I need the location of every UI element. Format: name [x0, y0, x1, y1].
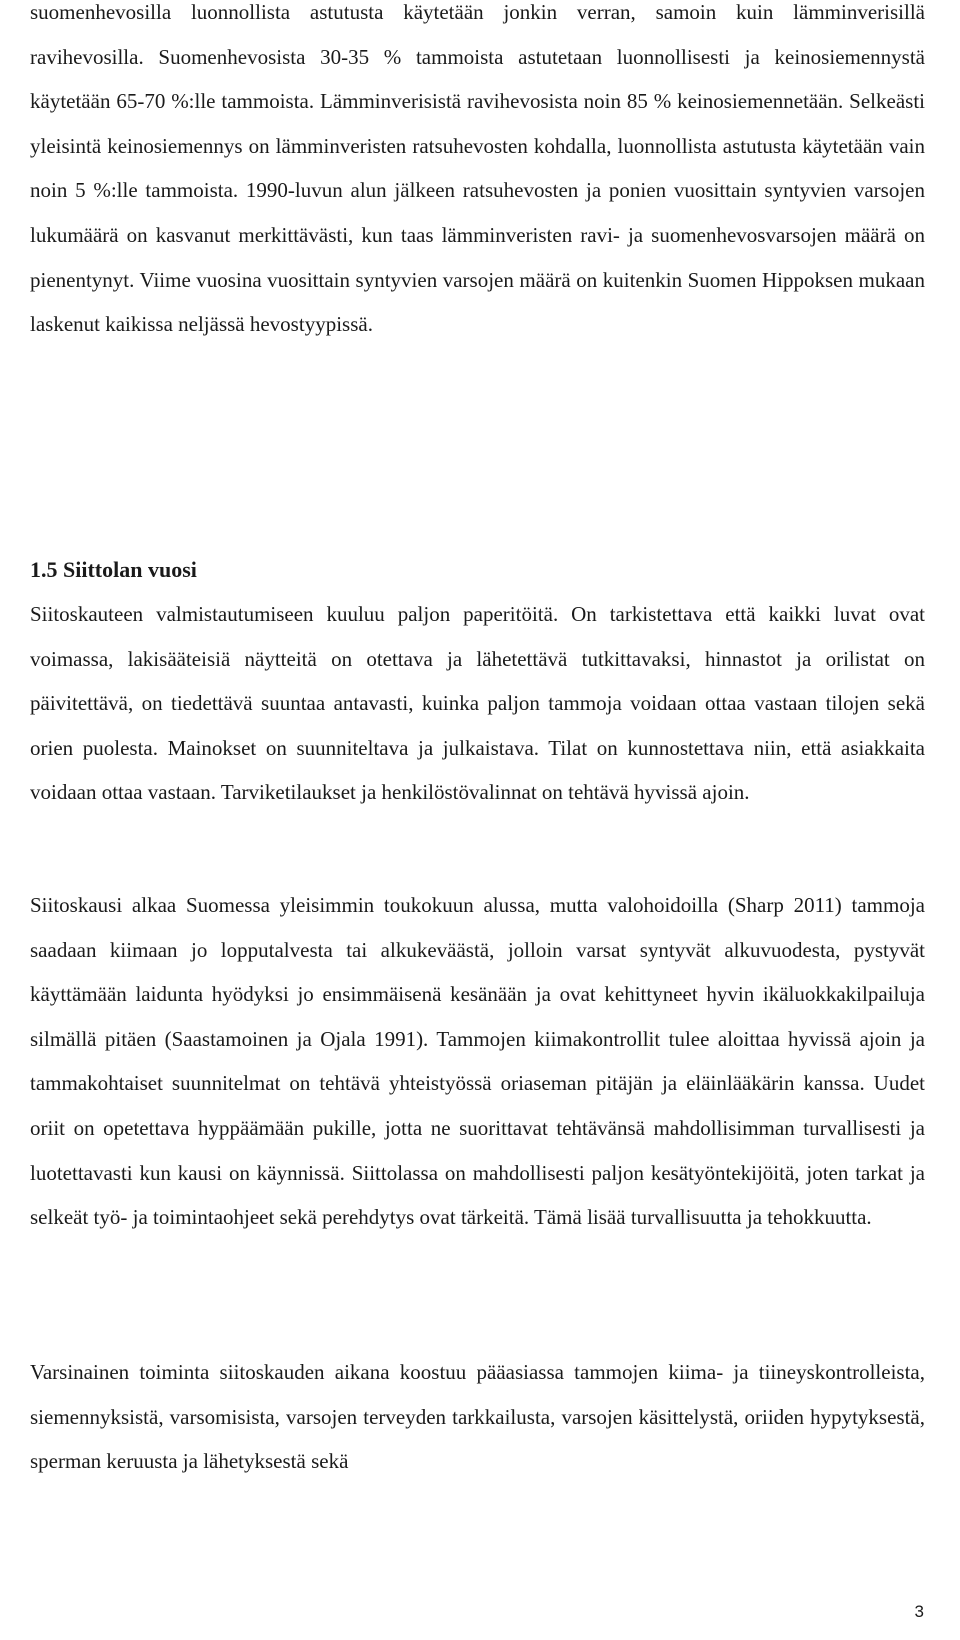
section-heading: 1.5 Siittolan vuosi — [30, 557, 197, 582]
body-paragraph: Siitoskausi alkaa Suomessa yleisimmin toukokuun alussa, mutta valohoidoilla (Sharp 2011) tammoja saadaan kiimaan jo lopputalvesta tai alkukeväästä, jolloin varsat syntyvät alkuvuodesta, pystyvät käyttämään laidunta hyödyksi jo ensimmäisenä kesänään ja ovat kehittyneet hyvin ikäluokkakilpailuja silmällä pitäen (Saastamoinen ja Ojala 1991). Tammojen kiimakontrollit tulee aloittaa hyvissä ajoin ja tammakohtaiset suunnitelmat on tehtävä yhteistyössä oriaseman pitäjän ja eläinlääkärin kanssa. Uudet oriit on opetettava hyppäämään pukille, jotta ne suorittavat tehtävänsä mahdollisimman turvallisesti ja luotettavasti kun kausi on käynnissä. Siittolassa on mahdollisesti paljon kesätyöntekijöitä, joten tarkat ja selkeät työ- ja toimintaohjeet sekä perehdytys ovat tärkeitä. Tämä lisää turvallisuutta ja tehokkuutta. — [30, 893, 925, 1230]
body-paragraph: suomenhevosilla luonnollista astutusta käytetään jonkin verran, samoin kuin lämminverisillä ravihevosilla. Suomenhevosista 30-35 % tammoista astutetaan luonnollisesti ja keinosiemennystä käytetään 65-70 %:lle tammoista. Lämminverisistä ravihevosista noin 85 % keinosiemennetään. Selkeästi yleisintä keinosiemennys on lämminveristen ratsuhevosten kohdalla, luonnollista astutusta käytetään vain noin 5 %:lle tammoista. 1990-luvun alun jälkeen ratsuhevosten ja ponien vuosittain syntyvien varsojen lukumäärä on kasvanut merkittävästi, kun taas lämminveristen ravi- ja suomenhevosvarsojen määrä on pienentynyt. Viime vuosina vuosittain syntyvien varsojen määrä on kuitenkin Suomen Hippoksen mukaan laskenut kaikissa neljässä hevostyypissä. — [30, 0, 925, 337]
page-number: 3 — [914, 1602, 924, 1621]
body-paragraph: Siitoskauteen valmistautumiseen kuuluu paljon paperitöitä. On tarkistettava että kaikki luvat ovat voimassa, lakisääteisiä näytteitä on otettava ja lähetettävä tutkittavaksi, hinnastot ja orilistat on päivitettävä, on tiedettävä suuntaa antavasti, kuinka paljon tammoja voidaan ottaa vastaan tilojen sekä orien puolesta. Mainokset on suunniteltava ja julkaistava. Tilat on kunnostettava niin, että asiakkaita voidaan ottaa vastaan. Tarviketilaukset ja henkilöstövalinnat on tehtävä hyvissä ajoin. — [30, 602, 925, 805]
body-paragraph: Varsinainen toiminta siitoskauden aikana koostuu pääasiassa tammojen kiima- ja tiineyskontrolleista, siemennyksistä, varsomisista, varsojen terveyden tarkkailusta, varsojen käsittelystä, oriiden hypytyksestä, sperman keruusta ja lähetyksestä sekä — [30, 1360, 925, 1474]
